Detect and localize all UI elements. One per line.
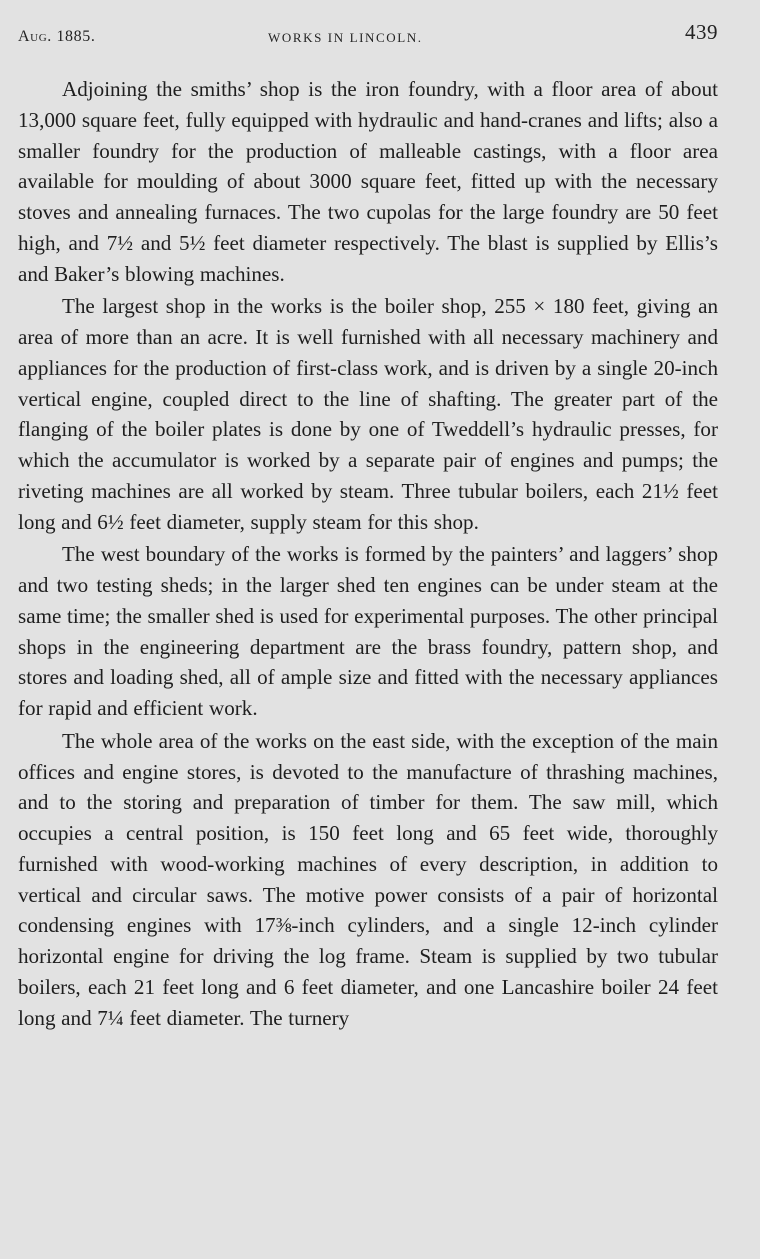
page-body: [18, 74, 718, 1033]
running-header: [18, 14, 718, 54]
page-number: 439: [685, 20, 718, 44]
paragraph-west-boundary: The west boundary of the works is formed by the painters’ and laggers’ shop and two testing sheds; in the larger shed ten engines can be under steam at the same time; the smaller shed is used for experimental purposes. The other principal shops in the engineering department are the brass foundry, pattern shop, and stores and loading shed, all of ample size and fitted with the necessary appliances for rapid and efficient work.: [18, 542, 718, 720]
paragraph-east-side: The whole area of the works on the east side, with the exception of the main offices and engine stores, is devoted to the manufacture of thrashing machines, and to the storing and preparation of timber for them. The saw mill, which occupies a central position, is 150 feet long and 65 feet wide, thoroughly furnished with wood-working machines of every description, in addition to vertical and circular saws. The motive power consists of a pair of horizontal condensing engines with 17⅜-inch cylinders, and a single 12-inch cylinder horizontal engine for driving the log frame. Steam is supplied by two tubular boilers, each 21 feet long and 6 feet diameter, and one Lancashire boiler 24 feet long and 7¼ feet diameter. The turnery: [18, 728, 718, 1030]
header-date: Aug. 1885.: [18, 28, 96, 45]
header-title: WORKS IN LINCOLN.: [268, 30, 423, 45]
paragraph-iron-foundry: Adjoining the smiths’ shop is the iron foundry, with a floor area of about 13,000 square feet, fully equipped with hydraulic and hand-cranes and lifts; also a smaller foundry for the production of malleable castings, with a floor area available for moulding of about 3000 square feet, fitted up with the necessary stoves and annealing furnaces. The two cupolas for the large foundry are 50 feet high, and 7½ and 5½ feet diameter respectively. The blast is supplied by Ellis’s and Baker’s blowing machines.: [18, 77, 718, 286]
paragraph-boiler-shop: The largest shop in the works is the boiler shop, 255 × 180 feet, giving an area of more than an acre. It is well furnished with all necessary machinery and appliances for the production of first-class work, and is driven by a single 20-inch vertical engine, coupled direct to the line of shafting. The greater part of the flanging of the boiler plates is done by one of Tweddell’s hydraulic presses, for which the accumulator is worked by a separate pair of engines and pumps; the riveting machines are all worked by steam. Three tubular boilers, each 21½ feet long and 6½ feet diameter, supply steam for this shop.: [18, 294, 718, 534]
